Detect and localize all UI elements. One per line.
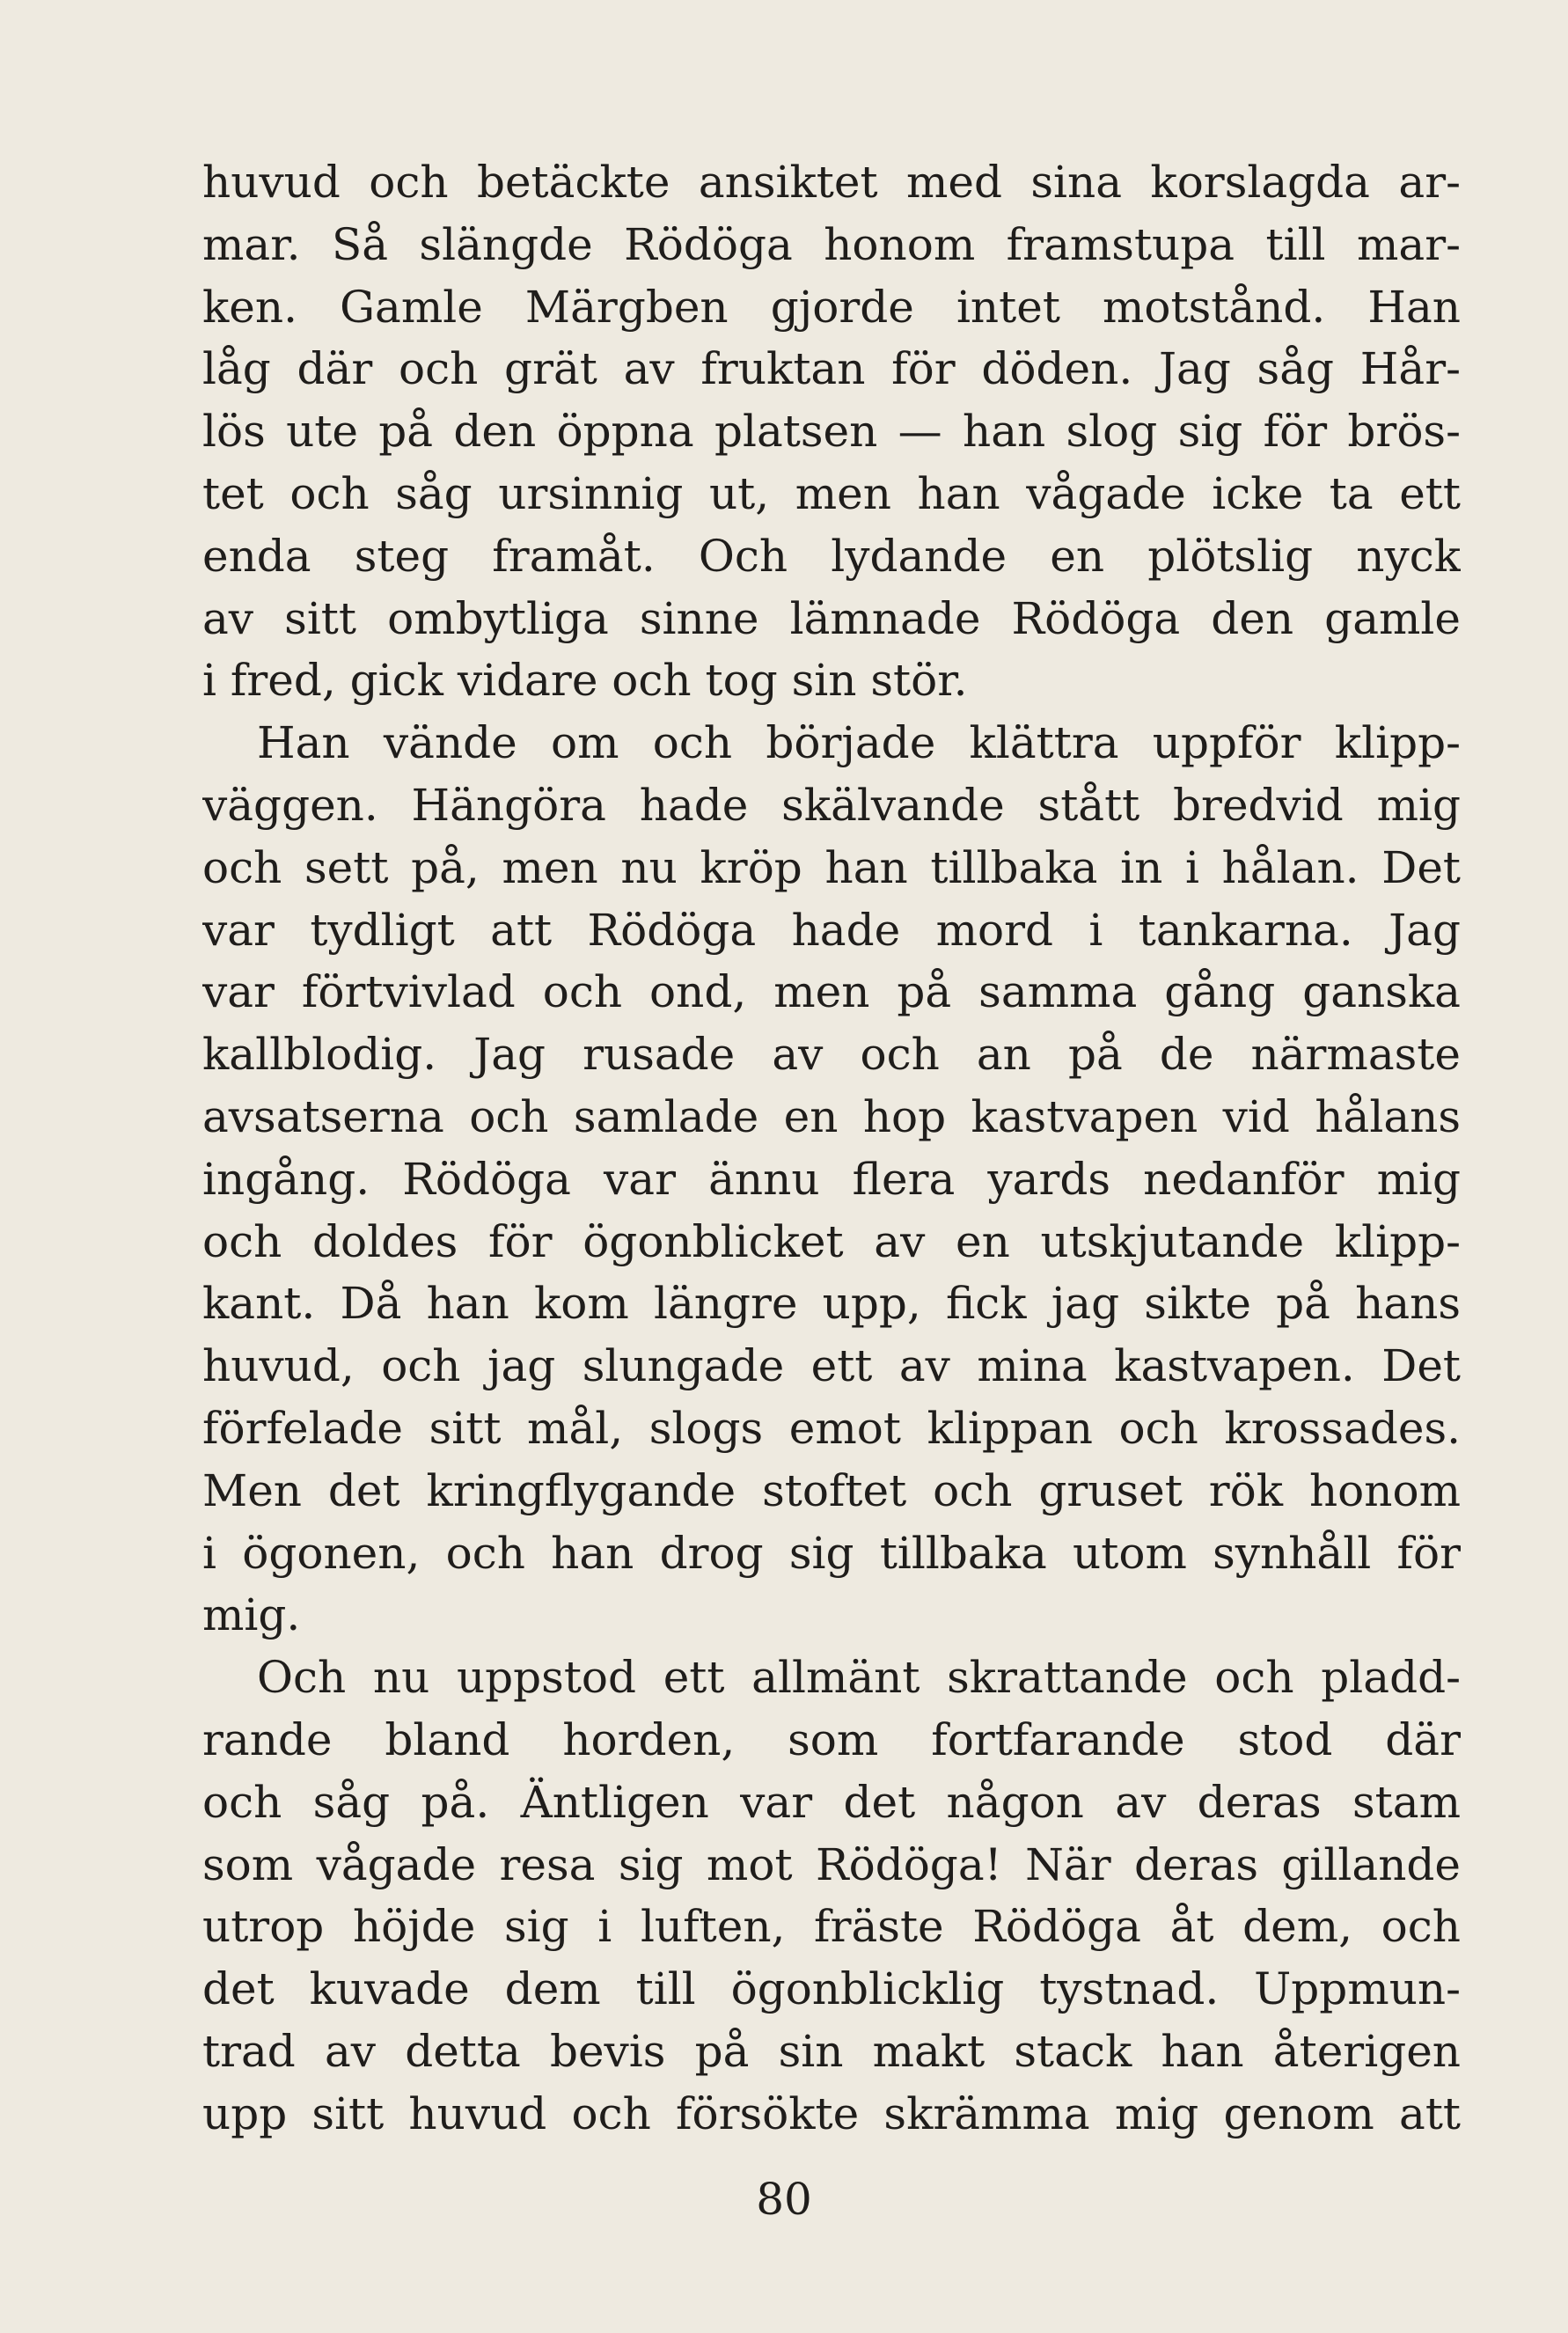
text-line: kant. Då han kom längre upp, fick jag sikte på hans [202,1278,1461,1330]
text-line: var förtvivlad och ond, men på samma gång ganska [202,966,1461,1018]
text-line: och doldes för ögonblicket av en utskjutande klipp- [202,1215,1461,1267]
text-line: enda steg framåt. Och lydande en plötslig nyck [202,530,1461,582]
text-line: väggen. Hängöra hade skälvande stått bredvid mig [202,779,1461,831]
text-line: tet och såg ursinnig ut, men han vågade icke ta ett [202,467,1461,519]
text-line: huvud och betäckte ansiktet med sina korslagda ar- [202,157,1461,208]
text-line: ingång. Rödöga var ännu flera yards nedanför mig [202,1153,1461,1205]
page-number: 80 [756,2174,812,2225]
text-line: Men det kringflygande stoftet och gruset rök honom [202,1464,1461,1516]
text-line: trad av detta bevis på sin makt stack han återigen [202,2025,1461,2077]
text-line: mar. Så slängde Rödöga honom framstupa till mar- [202,218,1461,270]
text-line: rande bland horden, som fortfarande stod där [202,1713,1461,1765]
text-line: förfelade sitt mål, slogs emot klippan och krossades. [202,1402,1461,1454]
text-line: avsatserna och samlade en hop kastvapen vid hålans [202,1090,1461,1142]
text-line: upp sitt huvud och försökte skrämma mig genom att [202,2087,1461,2139]
text-line: i ögonen, och han drog sig tillbaka utom synhåll för [202,1527,1461,1579]
text-line: i fred, gick vidare och tog sin stör. [202,655,968,707]
text-line: lös ute på den öppna platsen — han slog sig för brös- [202,406,1461,458]
body-text [202,151,1461,2146]
text-line: var tydligt att Rödöga hade mord i tankarna. Jag [202,904,1461,956]
text-line: det kuvade dem till ögonblicklig tystnad. Uppmun- [202,1963,1461,2015]
text-line: och sett på, men nu kröp han tillbaka in i hålan. Det [202,841,1461,893]
text-line: låg där och grät av fruktan för döden. Jag såg Hår- [202,343,1461,395]
text-line: kallblodig. Jag rusade av och an på de närmaste [202,1029,1461,1081]
text-line: ken. Gamle Märgben gjorde intet motstånd. Han [202,281,1461,333]
text-line: Och nu uppstod ett allmänt skrattande och pladd- [257,1652,1461,1704]
text-line: Han vände om och började klättra uppför klipp- [257,717,1461,769]
text-line: av sitt ombytliga sinne lämnade Rödöga den gamle [202,592,1461,644]
text-line: och såg på. Äntligen var det någon av deras stam [202,1776,1461,1828]
text-line: som vågade resa sig mot Rödöga! När deras gillande [202,1838,1461,1890]
text-line: utrop höjde sig i luften, fräste Rödöga åt dem, och [202,1901,1461,1953]
text-line: mig. [202,1589,301,1641]
text-line: huvud, och jag slungade ett av mina kastvapen. Det [202,1340,1461,1392]
